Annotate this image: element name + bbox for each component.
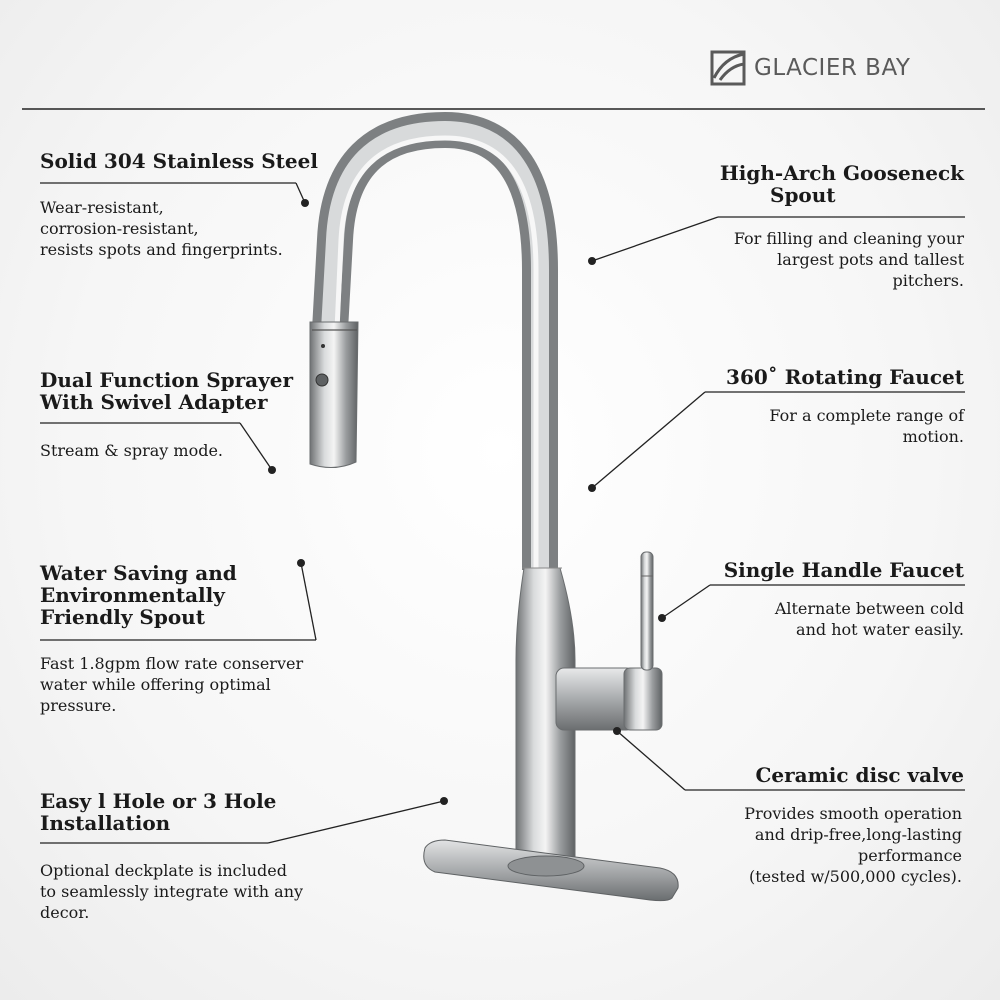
desc-line: water while offering optimal	[40, 675, 271, 694]
title-line: With Swivel Adapter	[40, 390, 268, 414]
desc-line: For a complete range of	[769, 406, 964, 425]
brand-name: GLACIER BAY	[754, 55, 911, 81]
callout-dot	[268, 466, 276, 474]
feature-title-sprayer	[40, 369, 293, 413]
callout-dot	[440, 797, 448, 805]
brand-logo	[710, 50, 910, 86]
title-line: Easy l Hole or 3 Hole	[40, 789, 277, 813]
feature-title-water	[40, 562, 237, 628]
feature-desc-steel	[40, 197, 283, 260]
gooseneck-spout	[330, 130, 540, 570]
desc-line: Fast 1.8gpm flow rate conserver	[40, 654, 304, 673]
desc-line: resists spots and fingerprints.	[40, 240, 283, 259]
title-line: Water Saving and	[40, 561, 237, 585]
desc-line: For filling and cleaning your	[733, 229, 964, 248]
feature-title-steel: Solid 304 Stainless Steel	[40, 149, 318, 173]
title-line: Installation	[40, 811, 171, 835]
title-line: Spout	[770, 183, 836, 207]
feature-title-valve: Ceramic disc valve	[755, 763, 964, 787]
desc-line: Optional deckplate is included	[40, 861, 288, 880]
desc-line: Provides smooth operation	[744, 804, 962, 823]
desc-line: and hot water easily.	[796, 620, 964, 639]
desc-line: corrosion-resistant,	[40, 219, 199, 238]
feature-desc-rotate	[644, 405, 964, 447]
desc-line: pitchers.	[892, 271, 964, 290]
desc-line: performance	[857, 846, 962, 865]
desc-line: Alternate between cold	[774, 599, 964, 618]
title-line: Dual Function Sprayer	[40, 368, 293, 392]
title-line: High-Arch Gooseneck	[719, 161, 964, 185]
glacier-bay-leaf-icon	[710, 50, 748, 86]
base-ring	[508, 856, 584, 876]
sprayer-head	[310, 322, 358, 468]
feature-desc-sprayer: Stream & spray mode.	[40, 441, 223, 460]
feature-desc-valve	[642, 803, 962, 887]
callout-dot	[301, 199, 309, 207]
title-line: Friendly Spout	[40, 605, 205, 629]
desc-line: Wear-resistant,	[40, 198, 164, 217]
desc-line: pressure.	[40, 696, 117, 715]
desc-line: largest pots and tallest	[777, 250, 964, 269]
desc-line: motion.	[902, 427, 964, 446]
callout-dot	[588, 257, 596, 265]
feature-desc-water	[40, 653, 303, 716]
callout-dot	[613, 727, 621, 735]
callout-dot	[588, 484, 596, 492]
desc-line: decor.	[40, 903, 90, 922]
feature-desc-handle	[644, 598, 964, 640]
feature-title-rotate: 360˚ Rotating Faucet	[726, 365, 964, 389]
valve-housing	[556, 668, 634, 730]
feature-title-spout	[644, 162, 964, 206]
desc-line: (tested w/500,000 cycles).	[749, 867, 962, 886]
feature-title-install	[40, 790, 276, 834]
sprayer-button	[316, 374, 328, 386]
title-line: Environmentally	[40, 583, 225, 607]
desc-line: to seamlessly integrate with any	[40, 882, 304, 901]
callout-dot	[297, 559, 305, 567]
feature-title-handle: Single Handle Faucet	[723, 558, 964, 582]
feature-desc-install	[40, 860, 303, 923]
feature-desc-spout	[644, 228, 964, 291]
desc-line: and drip-free,long-lasting	[754, 825, 962, 844]
